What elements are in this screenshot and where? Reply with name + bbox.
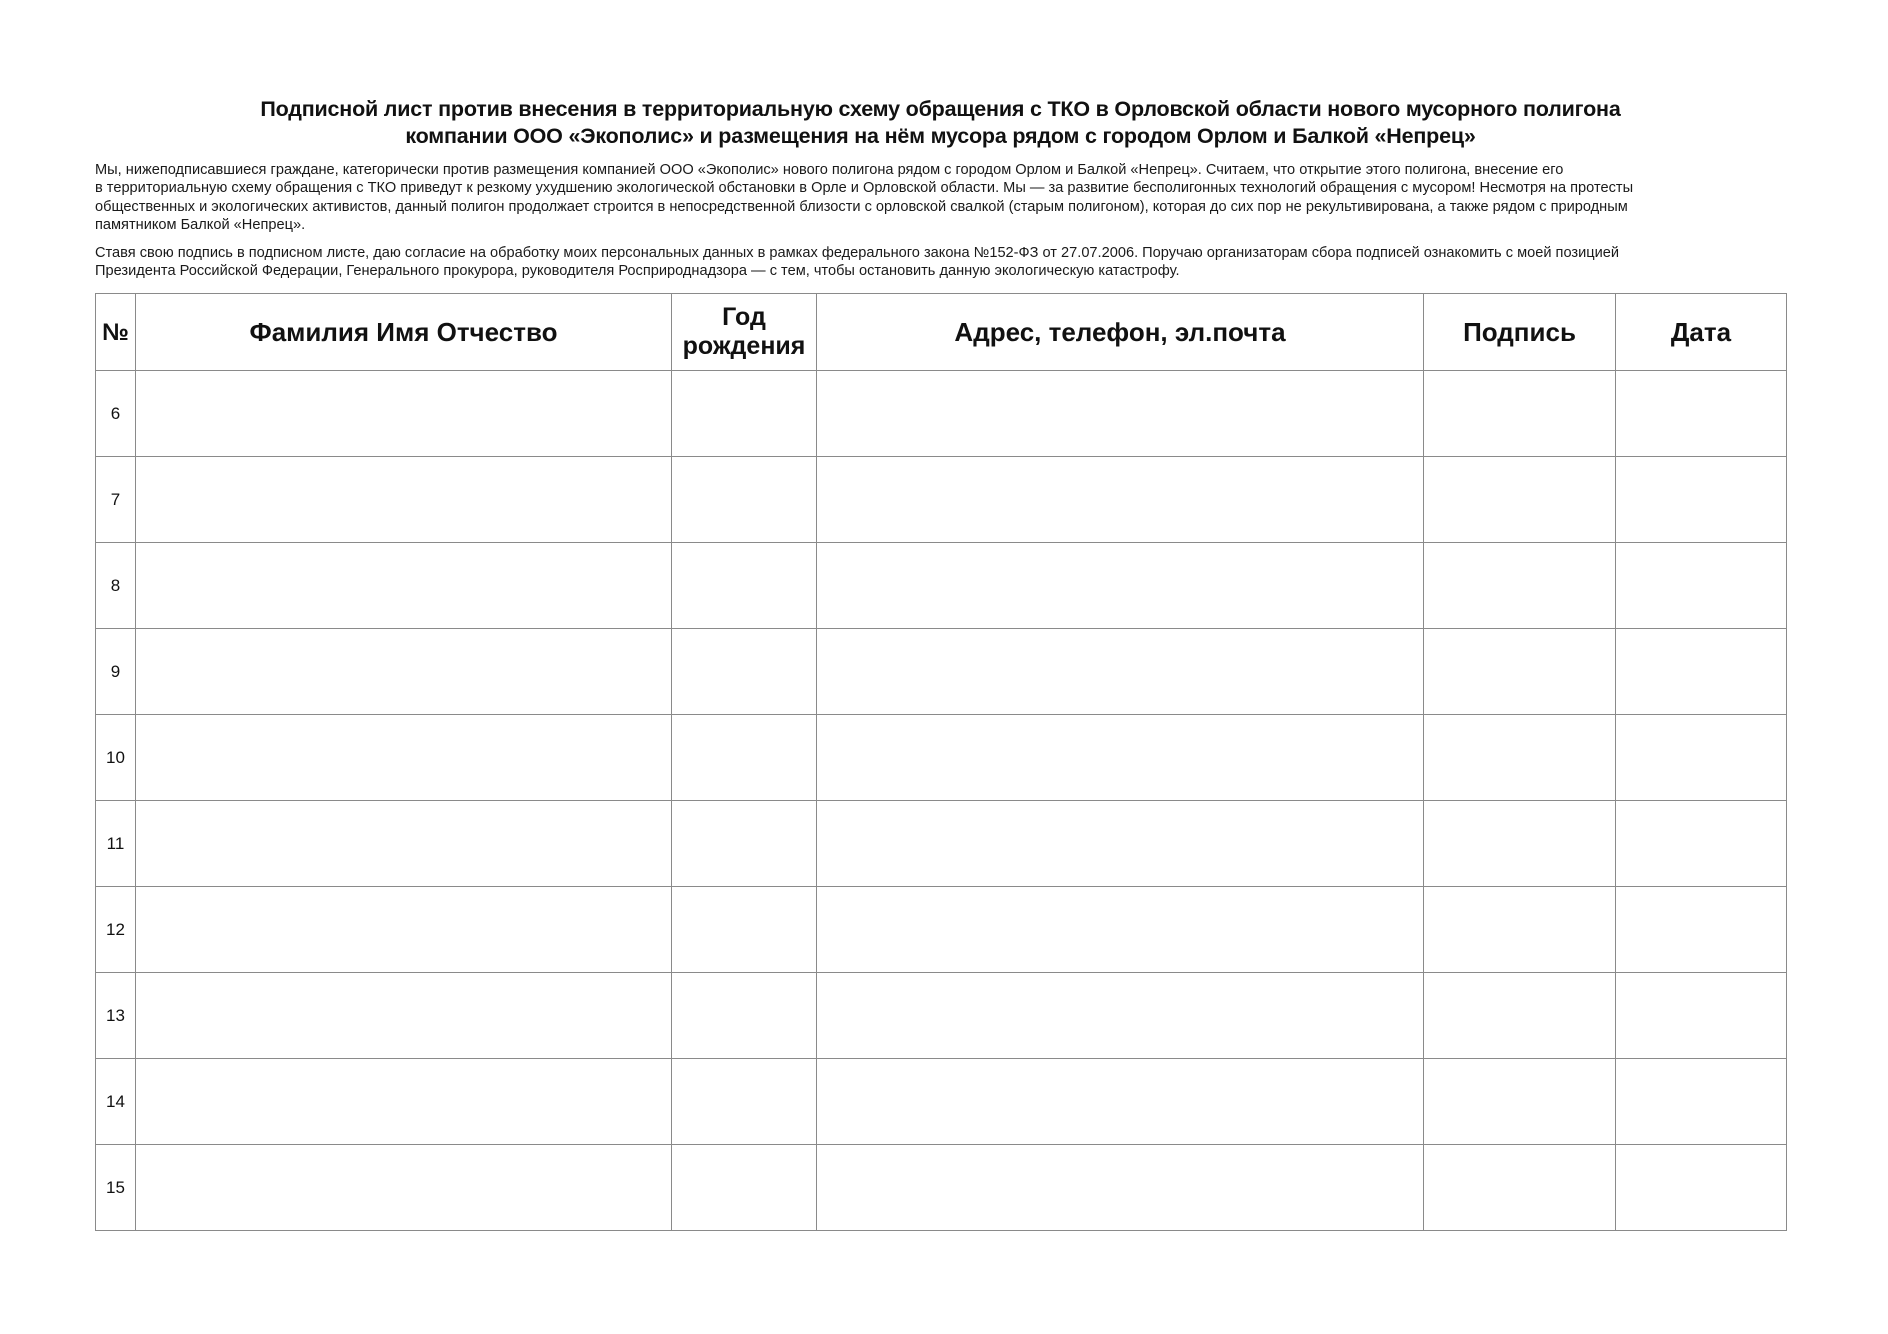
date-cell[interactable] [1616, 543, 1787, 629]
row-number: 9 [96, 629, 136, 715]
row-number: 10 [96, 715, 136, 801]
signature-cell[interactable] [1424, 629, 1616, 715]
signature-cell[interactable] [1424, 973, 1616, 1059]
table-row [96, 629, 1787, 715]
name-cell[interactable] [136, 1059, 672, 1145]
header-date: Дата [1616, 294, 1787, 371]
date-cell[interactable] [1616, 371, 1787, 457]
table-row [96, 887, 1787, 973]
date-cell[interactable] [1616, 1145, 1787, 1231]
address-cell[interactable] [817, 371, 1424, 457]
table-row [96, 715, 1787, 801]
date-cell[interactable] [1616, 801, 1787, 887]
row-number: 11 [96, 801, 136, 887]
date-cell[interactable] [1616, 629, 1787, 715]
date-cell[interactable] [1616, 887, 1787, 973]
name-cell[interactable] [136, 1145, 672, 1231]
name-cell[interactable] [136, 543, 672, 629]
birth-year-cell[interactable] [672, 1059, 817, 1145]
header-name: Фамилия Имя Отчество [136, 294, 672, 371]
name-cell[interactable] [136, 715, 672, 801]
intro-line: Мы, нижеподписавшиеся граждане, категорически против размещения компанией ООО «Экополис» нового полигона рядом с городом Орлом и Балкой «Непрец». Считаем, что открытие этого полигона, внесение его [95, 162, 1564, 178]
address-cell[interactable] [817, 1059, 1424, 1145]
signature-cell[interactable] [1424, 1059, 1616, 1145]
row-number: 7 [96, 457, 136, 543]
header-birth-year-line1: Год [722, 303, 766, 331]
signature-cell[interactable] [1424, 887, 1616, 973]
name-cell[interactable] [136, 629, 672, 715]
title-line-1: Подписной лист против внесения в территориальную схему обращения с ТКО в Орловской области нового мусорного полигона [260, 97, 1621, 121]
address-cell[interactable] [817, 973, 1424, 1059]
row-number: 14 [96, 1059, 136, 1145]
birth-year-cell[interactable] [672, 973, 817, 1059]
signature-cell[interactable] [1424, 1145, 1616, 1231]
consent-paragraph [95, 244, 1815, 281]
table-row [96, 801, 1787, 887]
row-number: 8 [96, 543, 136, 629]
birth-year-cell[interactable] [672, 371, 817, 457]
address-cell[interactable] [817, 457, 1424, 543]
date-cell[interactable] [1616, 715, 1787, 801]
birth-year-cell[interactable] [672, 457, 817, 543]
intro-line: общественных и экологических активистов, данный полигон продолжает строится в непосредственной близости с орловской свалкой (старым полигоном), которая до сих пор не рекультивирована, а также рядом с природным [95, 198, 1628, 215]
name-cell[interactable] [136, 801, 672, 887]
document-title [95, 96, 1786, 150]
address-cell[interactable] [817, 801, 1424, 887]
signature-cell[interactable] [1424, 715, 1616, 801]
header-address: Адрес, телефон, эл.почта [817, 294, 1424, 371]
address-cell[interactable] [817, 715, 1424, 801]
table-row [96, 543, 1787, 629]
row-number: 6 [96, 371, 136, 457]
date-cell[interactable] [1616, 1059, 1787, 1145]
name-cell[interactable] [136, 973, 672, 1059]
address-cell[interactable] [817, 629, 1424, 715]
intro-paragraph [95, 161, 1815, 234]
title-line-2: компании ООО «Экополис» и размещения на нём мусора рядом с городом Орлом и Балкой «Непрец» [405, 124, 1476, 148]
table-row [96, 371, 1787, 457]
name-cell[interactable] [136, 371, 672, 457]
birth-year-cell[interactable] [672, 1145, 817, 1231]
address-cell[interactable] [817, 887, 1424, 973]
row-number: 15 [96, 1145, 136, 1231]
table-row [96, 457, 1787, 543]
table-row [96, 1145, 1787, 1231]
table-header-row [96, 294, 1787, 371]
intro-line: в территориальную схему обращения с ТКО приведут к резкому ухудшению экологической обстановки в Орле и Орловской области. Мы — за развитие бесполигонных технологий обращения с мусором! Несмотря на протесты [95, 180, 1634, 197]
date-cell[interactable] [1616, 973, 1787, 1059]
signature-cell[interactable] [1424, 801, 1616, 887]
birth-year-cell[interactable] [672, 543, 817, 629]
header-birth-year [672, 294, 817, 371]
address-cell[interactable] [817, 1145, 1424, 1231]
birth-year-cell[interactable] [672, 715, 817, 801]
name-cell[interactable] [136, 457, 672, 543]
date-cell[interactable] [1616, 457, 1787, 543]
table-row [96, 973, 1787, 1059]
birth-year-cell[interactable] [672, 629, 817, 715]
intro-line: памятником Балкой «Непрец». [95, 216, 306, 233]
header-num: № [96, 294, 136, 371]
birth-year-cell[interactable] [672, 887, 817, 973]
address-cell[interactable] [817, 543, 1424, 629]
row-number: 13 [96, 973, 136, 1059]
consent-line: Ставя свою подпись в подписном листе, даю согласие на обработку моих персональных данных в рамках федерального закона №152-ФЗ от 27.07.2006. Поручаю организаторам сбора подписей ознакомить с моей позицией [95, 245, 1620, 261]
header-birth-year-line2: рождения [682, 332, 806, 360]
name-cell[interactable] [136, 887, 672, 973]
signature-cell[interactable] [1424, 457, 1616, 543]
signature-table [95, 293, 1787, 1231]
table-row [96, 1059, 1787, 1145]
signature-cell[interactable] [1424, 371, 1616, 457]
header-signature: Подпись [1424, 294, 1616, 371]
row-number: 12 [96, 887, 136, 973]
signature-cell[interactable] [1424, 543, 1616, 629]
consent-line: Президента Российской Федерации, Генерального прокурора, руководителя Росприроднадзора — с тем, чтобы остановить данную экологическую катастрофу. [95, 263, 1180, 280]
birth-year-cell[interactable] [672, 801, 817, 887]
